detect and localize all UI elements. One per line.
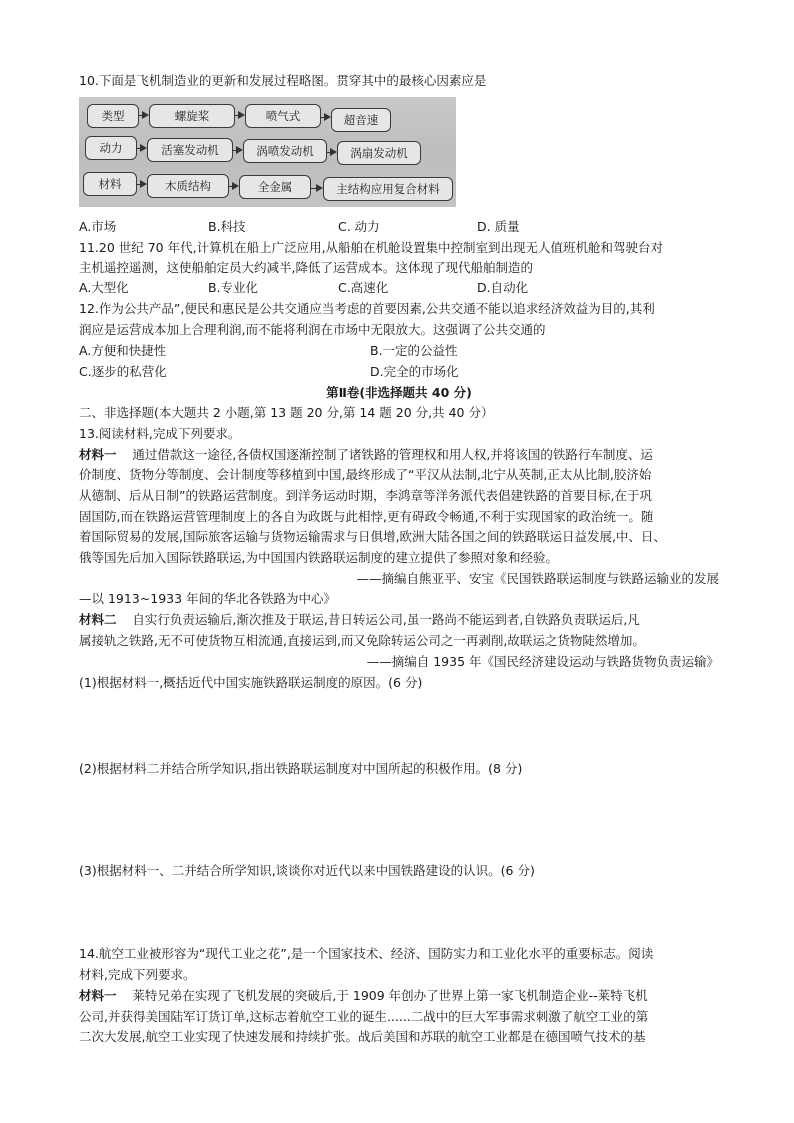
q14-material1-line3: 二次大发展,航空工业实现了快速发展和持续扩张。战后美国和苏联的航空工业都是在德国喷气技术的基: [79, 1029, 646, 1044]
q12-option-b: B.一定的公益性: [370, 343, 458, 358]
q10-option-b: B.科技: [208, 219, 246, 234]
q10-option-d: D. 质量: [477, 219, 520, 234]
q13-material1-line3: 从德制、后从日制”的铁路运营制度。到洋务运动时期，李鸿章等洋务派代表倡建铁路的首要目标,在于巩: [79, 488, 652, 503]
diagram-row3-item1: 木质结构: [147, 174, 229, 198]
q10-option-a: A.市场: [79, 219, 117, 234]
q13-material1-label: 材料一: [79, 447, 117, 462]
diagram-row2-label: 动力: [85, 136, 137, 160]
diagram-row3-item2: 全金属: [239, 175, 311, 199]
diagram-row2-item1: 活塞发动机: [147, 138, 233, 162]
q13-material1-line1: 材料一 通过借款这一途径,各债权国逐渐控制了诸铁路的管理权和用人权,并将该国的铁路行车制度、运: [79, 447, 653, 462]
diagram-arrow: [137, 184, 145, 185]
q11-stem-line2: 主机遥控遥测，这使船舶定员大约减半,降低了运营成本。这体现了现代船舶制造的: [79, 260, 533, 275]
q12-option-a: A.方便和快捷性: [79, 343, 167, 358]
q14-material1-line2: 公司,并获得美国陆军订货订单,这标志着航空工业的诞生......二战中的巨大军事需求刺激了航空工业的第: [79, 1009, 649, 1024]
q13-material1-source2: —以 1913~1933 年间的华北各铁路为中心》: [79, 591, 337, 606]
diagram-row1-item1: 螺旋桨: [149, 104, 235, 128]
q12-option-d: D.完全的市场化: [370, 364, 459, 379]
diagram-arrow: [327, 152, 335, 153]
aircraft-development-diagram: [79, 97, 456, 207]
q13-material1-line6: 俄等国先后加入国际铁路联运,为中国国内铁路联运制度的建立提供了参照对象和经验。: [79, 550, 558, 565]
diagram-row1-item2: 喷气式: [245, 104, 321, 128]
q11-option-d: D.自动化: [477, 280, 529, 295]
q10-option-c: C. 动力: [338, 219, 380, 234]
q14-material1-line1: 材料一 莱特兄弟在实现了飞机发展的突破后,于 1909 年创办了世界上第一家飞机制造企业--莱特飞机: [79, 988, 648, 1003]
q12-stem-line2: 润应是运营成本加上合理利润,而不能将利润在市场中无限放大。这强调了公共交通的: [79, 322, 546, 337]
q14-material1-label: 材料一: [79, 988, 117, 1003]
diagram-arrow: [321, 117, 329, 118]
q13-material2-source: ——摘编自 1935 年《国民经济建设运动与铁路货物负责运输》: [366, 654, 719, 669]
q13-material2-line2: 属接轨之铁路,无不可使货物互相流通,直接运到,而又免除转运公司之一再剥削,故联运之货物陡然增加。: [79, 633, 645, 648]
q13-material1-line2: 价制度、货物分等制度、会计制度等移植到中国,最终形成了“平汉从法制,北宁从英制,正太从比制,胶济始: [79, 467, 652, 482]
q13-material1-source1: ——摘编自熊亚平、安宝《民国铁路联运制度与铁路运输业的发展: [356, 571, 719, 586]
part2-intro: 二、非选择题(本大题共 2 小题,第 13 题 20 分,第 14 题 20 分,共 40 分）: [79, 405, 494, 420]
q14-stem-line2: 材料,完成下列要求。: [79, 967, 196, 982]
q13-sub1: (1)根据材料一,概括近代中国实施铁路联运制度的原因。(6 分): [79, 675, 423, 690]
q13-material2-line1: 材料二 自实行负责运输后,渐次推及于联运,昔日转运公司,虽一路尚不能运到者,自铁路负责联运后,凡: [79, 612, 640, 627]
q13-material1-line4: 固国防,而在铁路运营管理制度上的各自为政既与此相悖,更有碍政令畅通,不利于实现国家的政治统一。随: [79, 509, 654, 524]
part2-title: 第Ⅱ卷(非选择题共 40 分): [326, 385, 472, 400]
q13-sub2: (2)根据材料二并结合所学知识,指出铁路联运制度对中国所起的积极作用。(8 分): [79, 761, 523, 776]
q11-option-a: A.大型化: [79, 280, 129, 295]
diagram-arrow: [233, 150, 241, 151]
q11-option-c: C.高速化: [338, 280, 389, 295]
diagram-row3-label: 材料: [83, 172, 137, 196]
diagram-row1-item3: 超音速: [331, 108, 391, 132]
q10-stem: 10.下面是飞机制造业的更新和发展过程略图。贯穿其中的最核心因素应是: [79, 73, 487, 88]
q12-stem-line1: 12.作为公共产品”,便民和惠民是公共交通应当考虑的首要因素,公共交通不能以追求经济效益为目的,其利: [79, 301, 655, 316]
diagram-row2-item3: 涡扇发动机: [337, 141, 421, 165]
diagram-row3-item3: 主结构应用复合材料: [323, 177, 453, 201]
q11-stem-line1: 11.20 世纪 70 年代,计算机在船上广泛应用,从船舶在机舱设置集中控制室到出现无人值班机舱和驾驶台对: [79, 240, 664, 255]
diagram-row2-item2: 涡喷发动机: [243, 139, 327, 163]
q12-option-c: C.逐步的私营化: [79, 364, 167, 379]
diagram-arrow: [229, 186, 237, 187]
diagram-arrow: [139, 115, 147, 116]
q13-stem: 13.阅读材料,完成下列要求。: [79, 426, 241, 441]
diagram-arrow: [235, 115, 243, 116]
diagram-arrow: [137, 148, 145, 149]
q11-option-b: B.专业化: [208, 280, 259, 295]
diagram-arrow: [311, 188, 321, 189]
q14-stem-line1: 14.航空工业被形容为“现代工业之花”,是一个国家技术、经济、国防实力和工业化水平的重要标志。阅读: [79, 946, 654, 961]
q13-material1-line5: 着国际贸易的发展,国际旅客运输与货物运输需求与日俱增,欧洲大陆各国之间的铁路联运日益发展,中、日、: [79, 529, 666, 544]
diagram-row1-label: 类型: [87, 104, 139, 128]
q13-material2-label: 材料二: [79, 612, 117, 627]
q13-sub3: (3)根据材料一、二并结合所学知识,谈谈你对近代以来中国铁路建设的认识。(6 分): [79, 863, 535, 878]
